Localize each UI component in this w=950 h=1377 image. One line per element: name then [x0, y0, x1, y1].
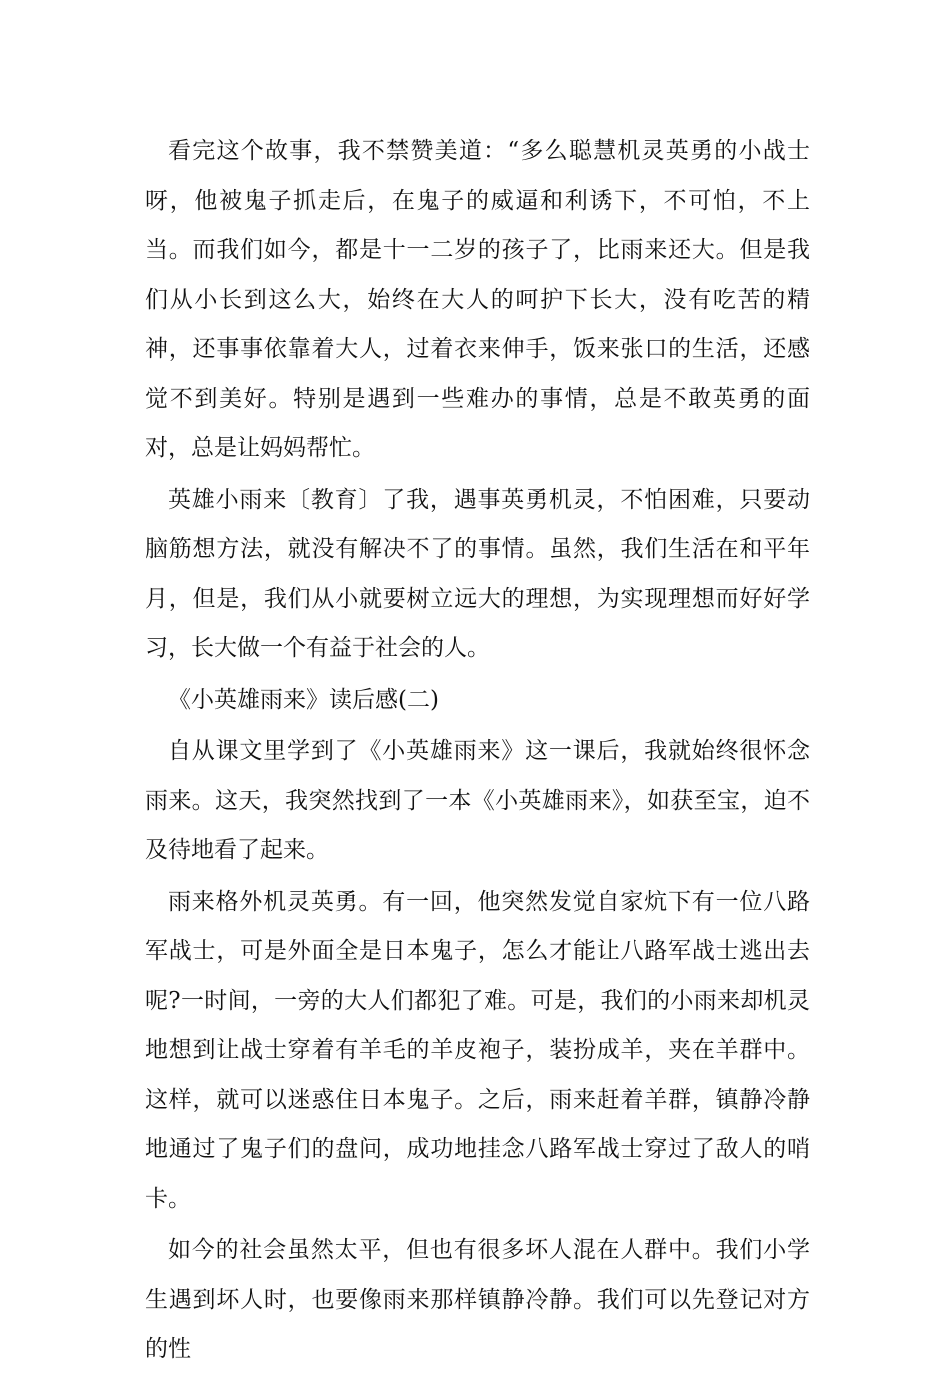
paragraph-story-reflection: 看完这个故事，我不禁赞美道：“多么聪慧机灵英勇的小战士呀，他被鬼子抓走后，在鬼子的威逼和利诱下，不可怕，不上当。而我们如今，都是十一二岁的孩子了，比雨来还大。但是我们从小长到这么大，始终在大人的呵护下长大，没有吃苦的精神，还事事依靠着大人，过着衣来伸手，饭来张口的生活，还感觉不到美好。特别是遇到一些难办的事情，总是不敢英勇的面对，总是让妈妈帮忙。 [145, 138, 810, 461]
document-body [145, 127, 810, 1377]
paragraph-found-book: 自从课文里学到了《小英雄雨来》这一课后，我就始终很怀念雨来。这天，我突然找到了一本《小英雄雨来》，如获至宝，迫不及待地看了起来。 [145, 738, 810, 863]
paragraph-yulai-brave: 雨来格外机灵英勇。有一回，他突然发觉自家炕下有一位八路军战士，可是外面全是日本鬼子，怎么才能让八路军战士逃出去呢?一时间，一旁的大人们都犯了难。可是，我们的小雨来却机灵地想到让战士穿着有羊毛的羊皮袍子，装扮成羊，夹在羊群中。这样，就可以迷惑住日本鬼子。之后，雨来赶着羊群，镇静冷静地通过了鬼子们的盘问，成功地挂念八路军战士穿过了敌人的哨卡。 [145, 888, 810, 1212]
section-heading: 《小英雄雨来》读后感(二) [168, 686, 439, 713]
paragraph-modern-society: 如今的社会虽然太平，但也有很多坏人混在人群中。我们小学生遇到坏人时，也要像雨来那样镇静冷静。我们可以先登记对方的性 [145, 1237, 810, 1362]
paragraph-lesson-learned: 英雄小雨来〔教育〕了我，遇事英勇机灵，不怕困难，只要动脑筋想方法，就没有解决不了的事情。虽然，我们生活在和平年月，但是，我们从小就要树立远大的理想，为实现理想而好好学习，长大做一个有益于社会的人。 [145, 486, 810, 661]
